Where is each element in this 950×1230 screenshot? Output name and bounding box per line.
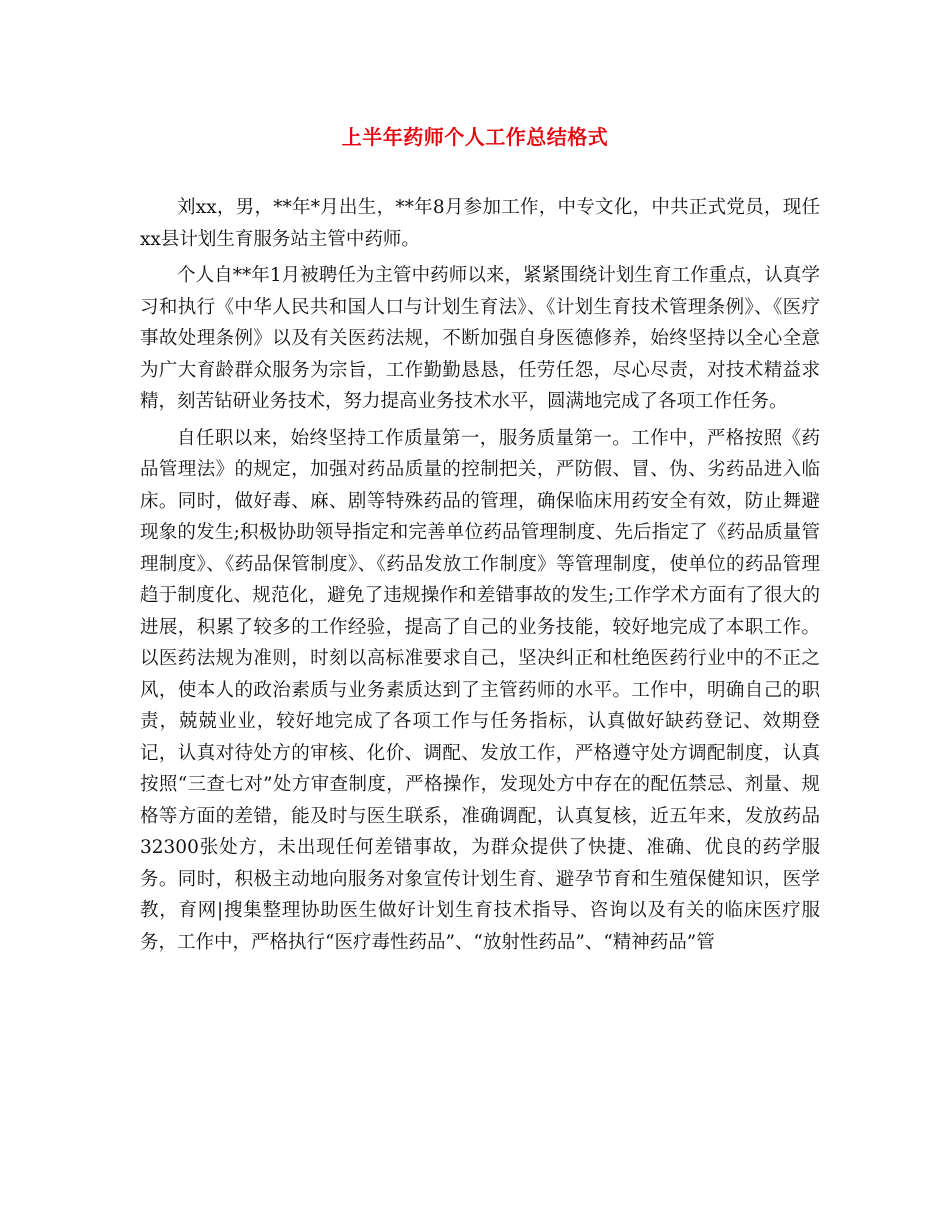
paragraph-work-details: 自任职以来，始终坚持工作质量第一，服务质量第一。工作中，严格按照《药品管理法》的规定，加强对药品质量的控制把关，严防假、冒、伪、劣药品进入临床。同时，做好毒、麻、剧等特殊药品的管理，确保临床用药安全有效，防止舞避现象的发生;积极协助领导指定和完善单位药品管理制度、先后指定了《药品质量管理制度》、《药品保管制度》、《药品发放工作制度》等管理制度，使单位的药品管理趋于制度化、规范化，避免了违规操作和差错事故的发生;工作学术方面有了很大的进展，积累了较多的工作经验，提高了自己的业务技能，较好地完成了本职工作。以医药法规为准则，时刻以高标准要求自己，坚决纠正和杜绝医药行业中的不正之风，使本人的政治素质与业务素质达到了主管药师的水平。工作中，明确自己的职责，兢兢业业，较好地完成了各项工作与任务指标，认真做好缺药登记、效期登记，认真对待处方的审核、化价、调配、发放工作，严格遵守处方调配制度，认真按照“三查七对”处方审查制度，严格操作，发现处方中存在的配伍禁忌、剂量、规格等方面的差错，能及时与医生联系，准确调配，认真复核，近五年来，发放药品32300张处方，未出现任何差错事故，为群众提供了快捷、准确、优良的药学服务。同时，积极主动地向服务对象宣传计划生育、避孕节育和生殖保健知识，医学教，育网|搜集整理协助医生做好计划生育技术指导、咨询以及有关的临床医疗服务，工作中，严格执行“医疗毒性药品”、“放射性药品”、“精神药品”管 [140,427,820,953]
document-title: 上半年药师个人工作总结格式 [341,125,609,149]
paragraph-appointment-summary: 个人自**年1月被聘任为主管中药师以来，紧紧围绕计划生育工作重点，认真学习和执行《中华人民共和国人口与计划生育法》、《计划生育技术管理条例》、《医疗事故处理条例》以及有关医药法规，不断加强自身医德修养，始终坚持以全心全意为广大育龄群众服务为宗旨，工作勤勤恳恳，任劳任怨，尽心尽责，对技术精益求精，刻苦钻研业务技术，努力提高业务技术水平，圆满地完成了各项工作任务。 [140,265,820,412]
paragraph-personal-info: 刘xx，男，**年*月出生，**年8月参加工作，中专文化，中共正式党员，现任xx县计划生育服务站主管中药师。 [140,197,820,250]
document-body [140,192,820,963]
